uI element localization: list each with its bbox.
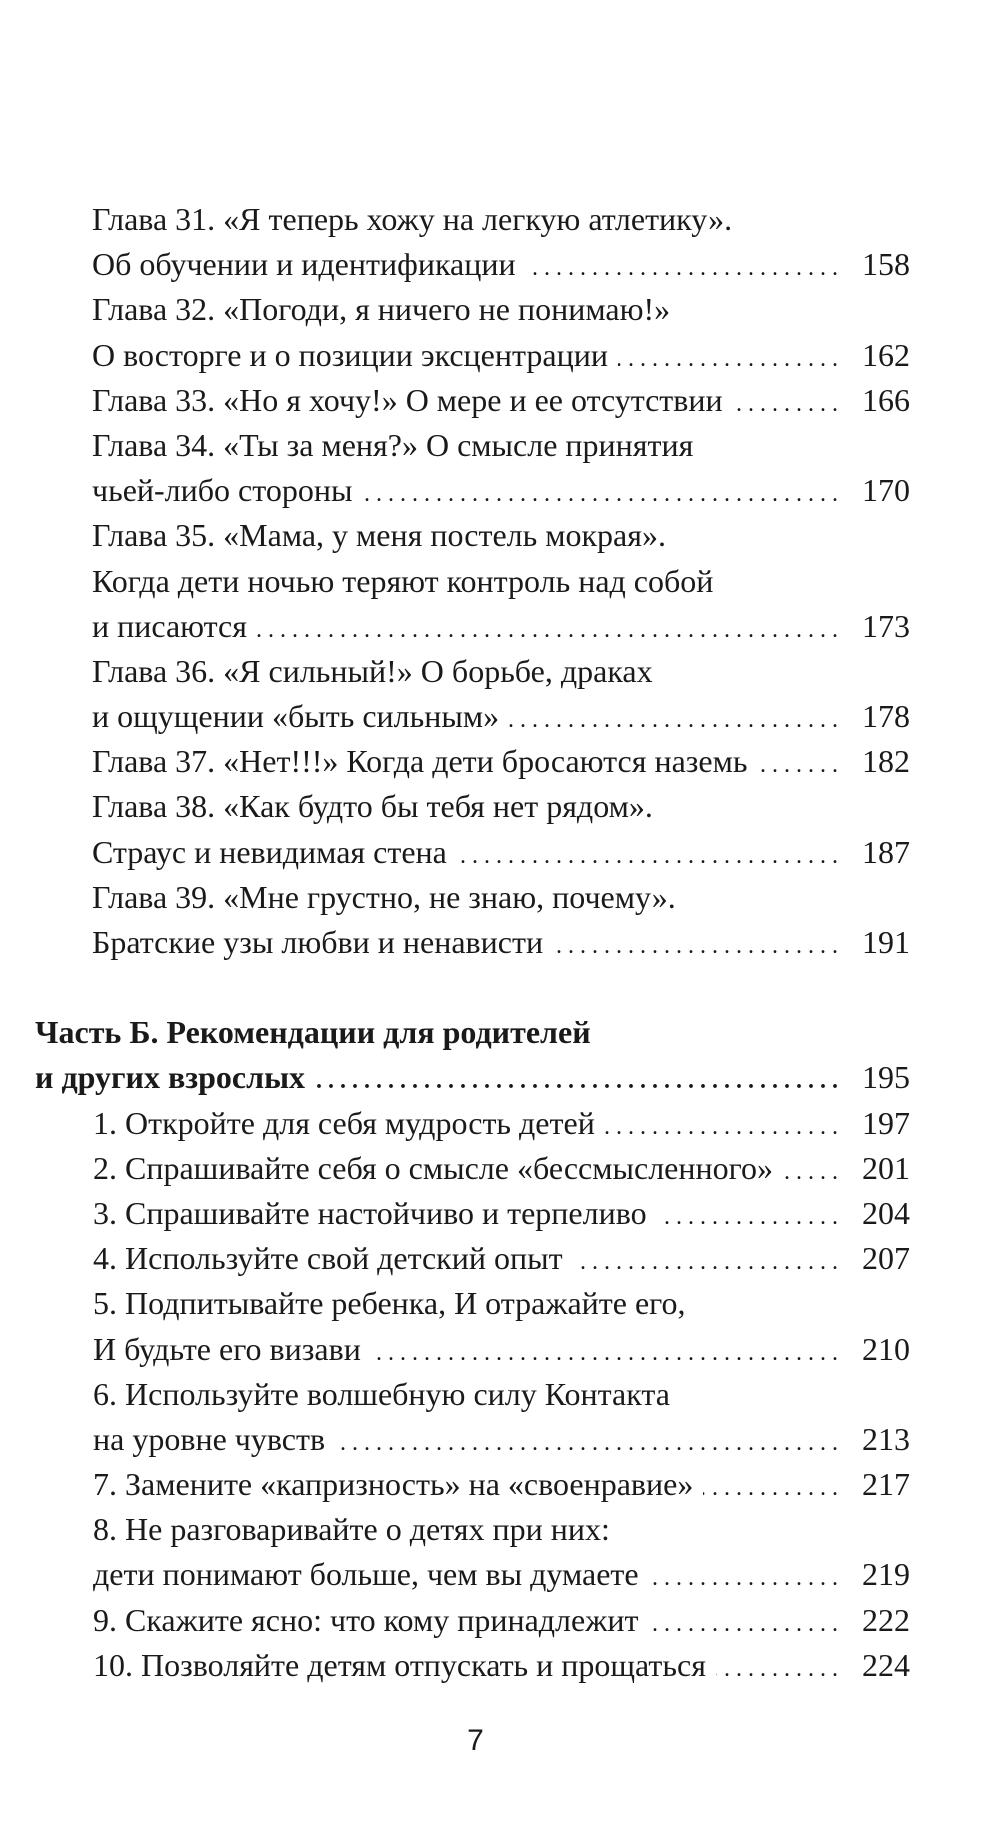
toc-entry-title: дети понимают больше, чем вы думаете xyxy=(93,1556,639,1593)
toc-entry-title: и писаются xyxy=(92,607,247,644)
toc-entry-title: Глава 31. «Я теперь хожу на легкую атлетику». xyxy=(92,201,733,237)
toc-line xyxy=(35,1507,910,1552)
toc-page-number: 201 xyxy=(862,1149,910,1186)
toc-page-number: 191 xyxy=(862,924,910,960)
part-title: и других взрослых xyxy=(35,1059,306,1096)
toc-page-number: 222 xyxy=(862,1601,910,1638)
toc-page-number: 207 xyxy=(862,1240,910,1277)
toc-page-number: 166 xyxy=(862,381,910,418)
toc-entry xyxy=(35,604,910,649)
toc-page-number: 182 xyxy=(862,743,910,780)
toc-entry-title: Глава 39. «Мне грустно, не знаю, почему». xyxy=(92,878,676,915)
dot-leader xyxy=(716,1647,838,1692)
dot-leader xyxy=(733,382,838,427)
dot-leader xyxy=(362,472,838,517)
toc-line xyxy=(35,649,910,694)
toc-entry xyxy=(35,1101,910,1146)
dot-leader xyxy=(649,1556,838,1601)
toc-entry xyxy=(35,1146,910,1191)
toc-line xyxy=(35,875,910,920)
dot-leader xyxy=(315,1059,838,1104)
dot-leader xyxy=(553,924,838,969)
dot-leader xyxy=(605,1105,838,1150)
toc-entry xyxy=(35,242,910,287)
toc-entry-title: 5. Подпитывайте ребенка, И отражайте его, xyxy=(93,1285,686,1322)
toc-page-number: 187 xyxy=(862,833,910,870)
dot-leader xyxy=(457,834,838,879)
toc-page-number: 162 xyxy=(862,336,910,373)
toc-line xyxy=(35,423,910,468)
toc-entry-title: 3. Спрашивайте настойчиво и терпеливо xyxy=(93,1194,647,1231)
toc-entry xyxy=(35,333,910,378)
toc-page-number: 217 xyxy=(862,1466,910,1503)
toc-entry xyxy=(35,694,910,739)
page-number-footer: 7 xyxy=(467,1724,484,1757)
toc-entry-title: 8. Не разговаривайте о детях при них: xyxy=(93,1511,610,1548)
part-heading xyxy=(35,1010,910,1055)
toc-entry-title: О восторге и о позиции эксцентрации xyxy=(92,336,608,373)
toc-entry-title: Глава 35. «Мама, у меня постель мокрая». xyxy=(92,517,666,554)
toc-line xyxy=(35,197,910,242)
toc-entry-title: Глава 37. «Нет!!!» Когда дети бросаются наземь xyxy=(92,743,748,780)
toc-line xyxy=(35,513,910,558)
toc-entry-title: 10. Позволяйте детям отпускать и прощаться xyxy=(93,1646,706,1683)
toc-line xyxy=(35,287,910,332)
dot-leader xyxy=(648,1602,838,1647)
toc-entry-title: чьей-либо стороны xyxy=(92,472,353,509)
dot-leader xyxy=(757,743,838,788)
dot-leader xyxy=(783,1150,838,1195)
toc-entry-title: 6. Используйте волшебную силу Контакта xyxy=(93,1375,670,1412)
toc-entry-title: 1. Откройте для себя мудрость детей xyxy=(93,1104,595,1141)
toc-entry-title: на уровне чувств xyxy=(93,1420,326,1457)
dot-leader xyxy=(509,698,838,743)
toc-entry xyxy=(35,1327,910,1372)
toc-entry xyxy=(35,378,910,423)
dot-leader xyxy=(573,1240,838,1285)
toc-page-number: 210 xyxy=(862,1330,910,1367)
toc-entry-title: Об обучении и идентификации xyxy=(92,246,516,283)
toc-page-number: 173 xyxy=(862,607,910,644)
toc-page-number: 195 xyxy=(862,1059,910,1096)
dot-leader xyxy=(526,246,838,291)
dot-leader xyxy=(618,337,838,382)
toc-entry-title: 9. Скажите ясно: что кому принадлежит xyxy=(93,1601,639,1638)
toc-entry xyxy=(35,1191,910,1236)
toc-entry-title: и ощущении «быть сильным» xyxy=(92,698,500,735)
toc-entry xyxy=(35,468,910,513)
toc-line xyxy=(35,1372,910,1417)
toc-entry xyxy=(35,1643,910,1688)
toc-entry-title: 4. Используйте свой детский опыт xyxy=(93,1240,563,1277)
toc-entry xyxy=(35,1462,910,1507)
part-title: Часть Б. Рекомендации для родителей xyxy=(35,1014,591,1051)
dot-leader xyxy=(371,1331,838,1376)
toc-entry-title: Братские узы любви и ненависти xyxy=(92,924,544,960)
toc-entry xyxy=(35,830,910,875)
toc-entry-title: Глава 32. «Погоди, я ничего не понимаю!» xyxy=(92,291,671,328)
toc-page-number: 204 xyxy=(862,1194,910,1231)
toc-entry-title: Глава 36. «Я сильный!» О борьбе, драках xyxy=(92,652,653,689)
toc-entry xyxy=(35,1552,910,1597)
toc-page-number: 219 xyxy=(862,1556,910,1593)
toc-entry-title: Глава 38. «Как будто бы тебя нет рядом». xyxy=(92,788,653,825)
toc-page-number: 158 xyxy=(862,246,910,283)
dot-leader xyxy=(257,608,838,653)
toc-entry-title: И будьте его визави xyxy=(93,1330,361,1367)
toc-page-number: 170 xyxy=(862,472,910,509)
toc-entry xyxy=(35,1055,910,1100)
toc-entry xyxy=(35,1417,910,1462)
toc-line xyxy=(35,559,910,604)
section-gap xyxy=(35,965,910,1010)
toc-entry xyxy=(35,1236,910,1281)
dot-leader xyxy=(335,1421,838,1466)
toc-entry xyxy=(35,920,910,965)
toc-entry-title: Когда дети ночью теряют контроль над собой xyxy=(92,562,714,599)
dot-leader xyxy=(703,1466,838,1511)
toc-page-number: 224 xyxy=(862,1646,910,1683)
toc-entry xyxy=(35,1598,910,1643)
toc-page-number: 213 xyxy=(862,1420,910,1457)
dot-leader xyxy=(657,1195,838,1240)
toc-entry xyxy=(35,739,910,784)
toc-entry-title: 2. Спрашивайте себя о смысле «бессмысленного» xyxy=(93,1149,773,1186)
toc-line xyxy=(35,1281,910,1326)
table-of-contents xyxy=(35,197,910,1688)
toc-page-number: 197 xyxy=(862,1104,910,1141)
toc-entry-title: Глава 33. «Но я хочу!» О мере и ее отсутствии xyxy=(92,381,723,418)
toc-entry-title: Страус и невидимая стена xyxy=(92,833,447,870)
toc-line xyxy=(35,784,910,829)
toc-entry-title: Глава 34. «Ты за меня?» О смысле принятия xyxy=(92,426,694,463)
toc-entry-title: 7. Замените «капризность» на «своенравие» xyxy=(93,1466,694,1503)
toc-page-number: 178 xyxy=(862,698,910,735)
